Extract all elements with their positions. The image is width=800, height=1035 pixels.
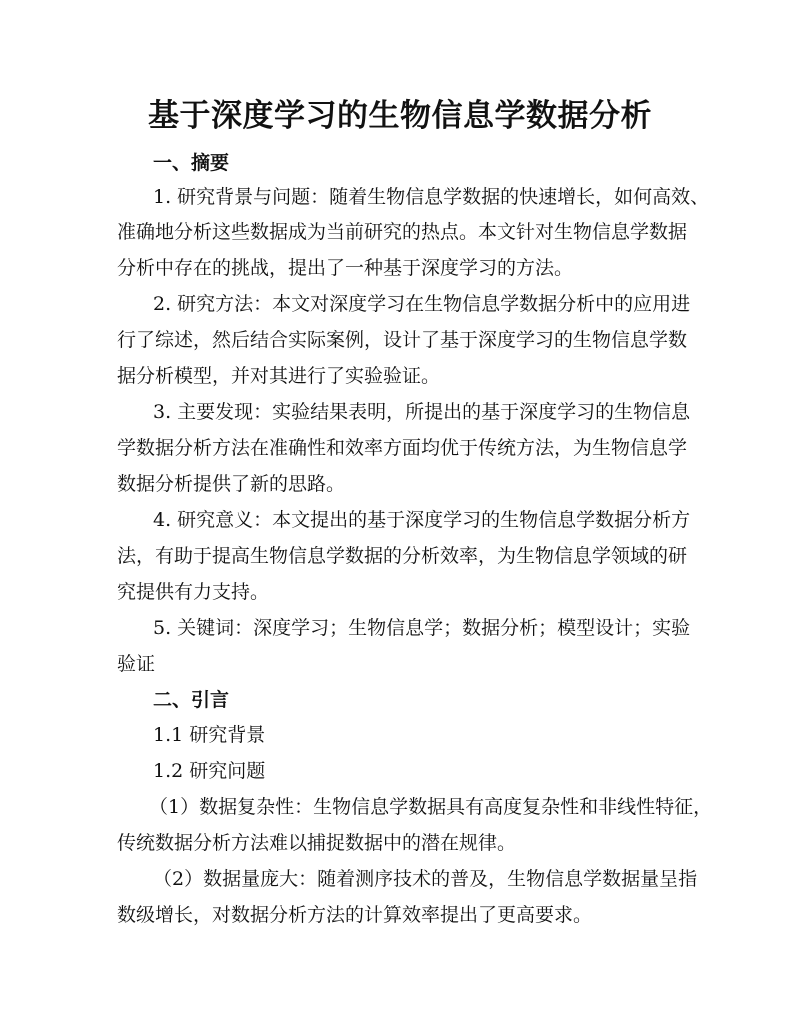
paragraph-line: 3. 主要发现：实验结果表明，所提出的基于深度学习的生物信息: [153, 401, 691, 423]
paragraph-line: 数级增长，对数据分析方法的计算效率提出了更高要求。: [117, 904, 593, 926]
paragraph-line: 2. 研究方法：本文对深度学习在生物信息学数据分析中的应用进: [153, 293, 691, 315]
paragraph-line: 法，有助于提高生物信息学数据的分析效率，为生物信息学领域的研: [117, 545, 688, 567]
paragraph-line: 据分析模型，并对其进行了实验验证。: [117, 365, 441, 387]
subsection-heading: 1.2 研究问题: [153, 760, 266, 782]
section-heading-introduction: 二、引言: [153, 689, 230, 711]
paragraph-line: 1. 研究背景与问题：随着生物信息学数据的快速增长，如何高效、: [153, 186, 710, 208]
paragraph-line: 准确地分析这些数据成为当前研究的热点。本文针对生物信息学数据: [117, 221, 688, 243]
paragraph-line: 究提供有力支持。: [117, 581, 270, 603]
paragraph-line: 4. 研究意义：本文提出的基于深度学习的生物信息学数据分析方: [153, 509, 691, 531]
document-title: 基于深度学习的生物信息学数据分析: [148, 98, 652, 134]
paragraph-line: 行了综述，然后结合实际案例，设计了基于深度学习的生物信息学数: [117, 329, 688, 351]
paragraph-line: （1）数据复杂性：生物信息学数据具有高度复杂性和非线性特征，: [149, 796, 713, 818]
paragraph-line: 5. 关键词：深度学习；生物信息学；数据分析；模型设计；实验: [153, 617, 691, 639]
subsection-heading: 1.1 研究背景: [153, 724, 266, 746]
paragraph-line: 学数据分析方法在准确性和效率方面均优于传统方法，为生物信息学: [117, 437, 688, 459]
section-heading-abstract: 一、摘要: [153, 152, 230, 174]
paragraph-line: 分析中存在的挑战，提出了一种基于深度学习的方法。: [117, 257, 574, 279]
paragraph-line: （2）数据量庞大：随着测序技术的普及，生物信息学数据量呈指: [153, 868, 698, 890]
paragraph-line: 验证: [117, 653, 156, 675]
paragraph-line: 数据分析提供了新的思路。: [117, 473, 346, 495]
paragraph-line: 传统数据分析方法难以捕捉数据中的潜在规律。: [117, 832, 517, 854]
